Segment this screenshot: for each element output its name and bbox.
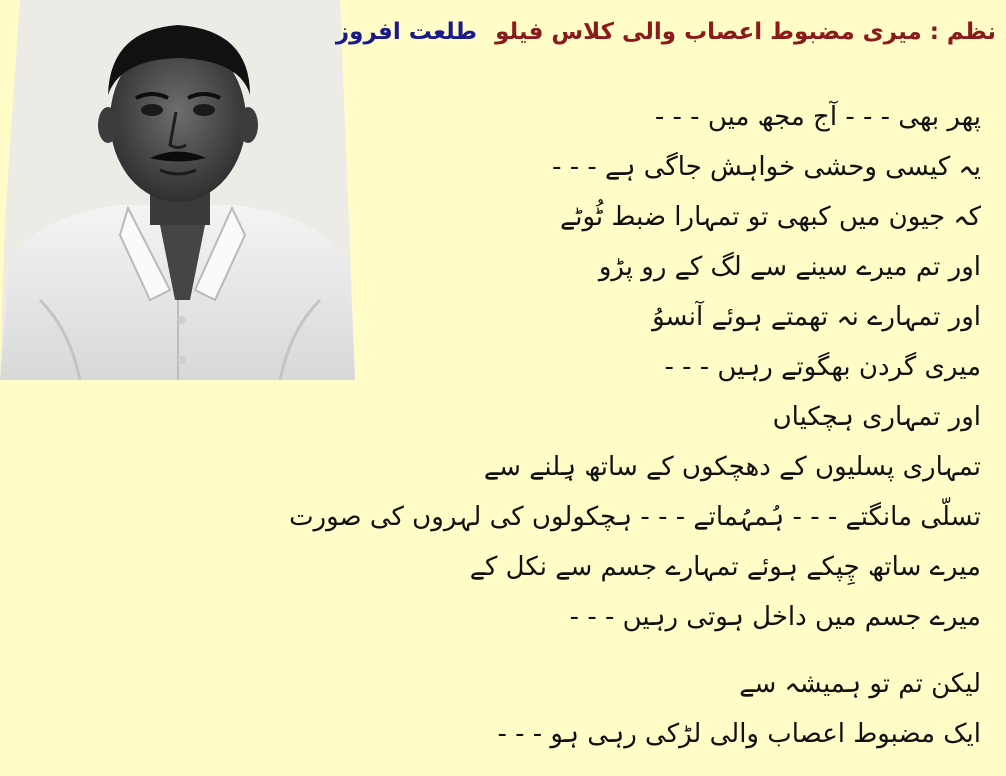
poem-line: کہ جیون میں کبھی تو تمہارا ضبط ٹُوٹے <box>560 202 981 232</box>
poem-line: تمہاری پسلیوں کے دھچکوں کے ساتھ ہِلنے سے <box>483 452 981 482</box>
poem-line: اور تم میرے سینے سے لگ کے رو پڑو <box>598 252 981 282</box>
poem-line: تسلّی مانگتے - - - ہُمہُماتے - - - ہچکولوں کی لہروں کی صورت <box>289 502 981 532</box>
poem-line: یہ کیسی وحشی خواہش جاگی ہے - - - <box>552 152 981 182</box>
poem-title-label: نظم : میری مضبوط اعصاب والی کلاس فیلو <box>495 19 996 45</box>
poem-line: اور تمہارے نہ تھمتے ہوئے آنسوُ <box>652 302 981 332</box>
poem-body <box>289 92 981 759</box>
poem-line: لیکن تم تو ہمیشہ سے <box>739 669 981 699</box>
poem-line: میرے جسم میں داخل ہوتی رہیں - - - <box>569 602 981 632</box>
poem-line: ایک مضبوط اعصاب والی لڑکی رہی ہو - - - <box>497 719 981 749</box>
poem-line: اور تمہاری ہچکیاں <box>772 402 981 432</box>
portrait-photo <box>0 0 355 380</box>
author-name: طلعت افروز <box>335 19 478 45</box>
poem-title <box>335 12 996 52</box>
portrait-illustration <box>0 0 355 380</box>
poem-line: میری گردن بھگوتے رہیں - - - <box>664 352 981 382</box>
poem-line: پھر بھی - - - آج مجھ میں - - - <box>654 102 981 132</box>
poem-line: میرے ساتھ چِپکے ہوئے تمہارے جسم سے نکل کے <box>469 552 981 582</box>
